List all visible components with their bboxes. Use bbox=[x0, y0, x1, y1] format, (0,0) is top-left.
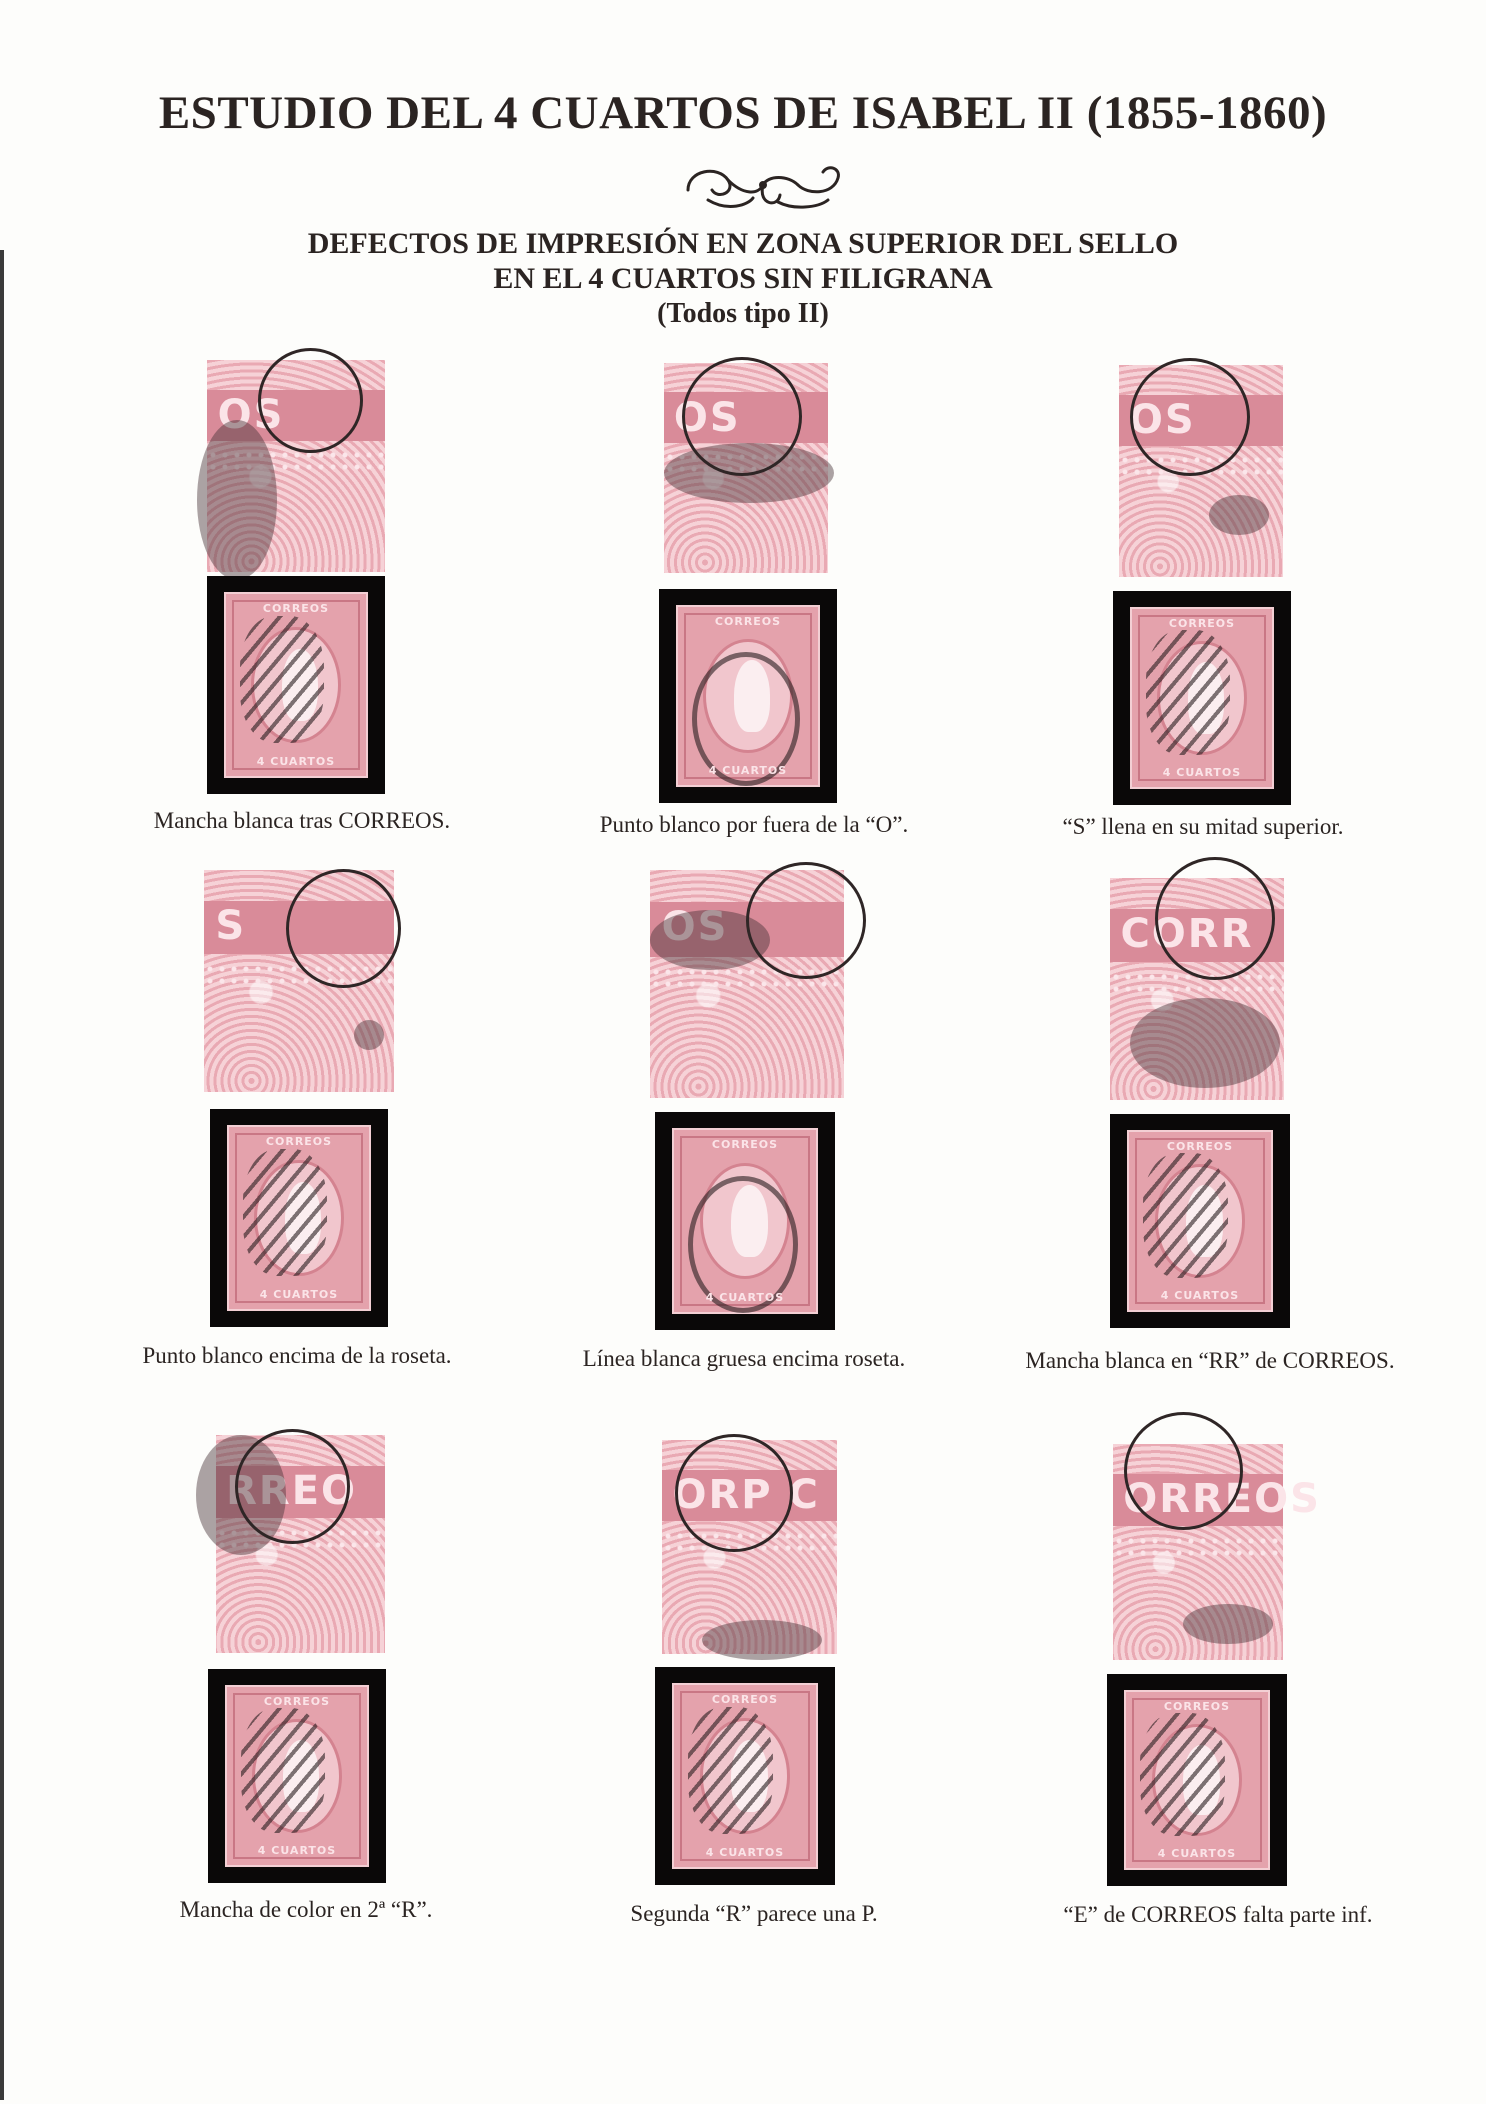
stamp-mount-3 bbox=[1113, 591, 1291, 805]
stamp-top-label: CORREOS bbox=[711, 1138, 779, 1151]
stamp-image bbox=[672, 1128, 818, 1314]
grill-cancellation bbox=[241, 1708, 325, 1833]
closeup-letters: OS bbox=[673, 394, 741, 441]
grill-cancellation bbox=[240, 616, 324, 743]
defect-caption: Mancha blanca tras CORREOS. bbox=[153, 808, 451, 833]
defect-highlight-circle bbox=[1155, 857, 1275, 980]
closeup-letters: OS bbox=[217, 391, 285, 438]
closeup-letters: ORREOS bbox=[1123, 1476, 1321, 1523]
stamp-bottom-label: 4 CUARTOS bbox=[256, 755, 336, 768]
stamp-top-label: CORREOS bbox=[265, 1135, 333, 1148]
closeup-letters: ORP C bbox=[672, 1472, 820, 1519]
defect-caption: Punto blanco por fuera de la “O”. bbox=[599, 812, 909, 837]
stamp-mount-6 bbox=[1110, 1114, 1290, 1328]
stamp-image bbox=[227, 1125, 371, 1311]
stamp-bottom-label: 4 CUARTOS bbox=[1162, 766, 1242, 779]
stamp-top-label: CORREOS bbox=[1163, 1700, 1231, 1713]
stamp-image bbox=[224, 592, 368, 778]
stamp-mount-8 bbox=[655, 1667, 835, 1885]
subtitle bbox=[0, 226, 1486, 331]
cancel-mark bbox=[1130, 998, 1280, 1088]
page-edge bbox=[0, 250, 4, 2100]
cancel-mark bbox=[702, 1620, 822, 1660]
grill-cancellation bbox=[1140, 1713, 1225, 1836]
defect-caption: Mancha blanca en “RR” de CORREOS. bbox=[1025, 1348, 1395, 1373]
defect-highlight-circle bbox=[286, 869, 401, 988]
stamp-bottom-label: 4 CUARTOS bbox=[259, 1288, 339, 1301]
page-title: ESTUDIO DEL 4 CUARTOS DE ISABEL II (1855-1860) bbox=[158, 87, 1328, 139]
stamp-top-label: CORREOS bbox=[262, 602, 330, 615]
defect-highlight-circle bbox=[1130, 358, 1250, 476]
stamp-bottom-label: 4 CUARTOS bbox=[257, 1844, 337, 1857]
defect-highlight-circle bbox=[746, 862, 866, 979]
closeup-letters: S bbox=[215, 903, 247, 950]
grill-cancellation bbox=[688, 1707, 773, 1834]
cancel-mark bbox=[354, 1020, 384, 1050]
closeup-letters: OS bbox=[1128, 396, 1196, 443]
defect-caption: “S” llena en su mitad superior. bbox=[1062, 814, 1344, 839]
stamp-image bbox=[1130, 607, 1274, 789]
stamp-mount-5 bbox=[655, 1112, 835, 1330]
stamp-bottom-label: 4 CUARTOS bbox=[705, 1846, 785, 1859]
stamp-bottom-label: 4 CUARTOS bbox=[1157, 1847, 1237, 1860]
stamp-mount-9 bbox=[1107, 1674, 1287, 1886]
grill-cancellation bbox=[1146, 630, 1230, 755]
defect-highlight-circle bbox=[258, 348, 363, 453]
stamp-bottom-label: 4 CUARTOS bbox=[1160, 1289, 1240, 1302]
cancel-mark bbox=[1209, 495, 1269, 535]
flourish-ornament-icon bbox=[668, 150, 858, 220]
stamp-image bbox=[1127, 1130, 1273, 1312]
defect-caption: Segunda “R” parece una P. bbox=[630, 1901, 878, 1926]
defect-caption: Línea blanca gruesa encima roseta. bbox=[582, 1346, 906, 1371]
stamp-mount-2 bbox=[659, 589, 837, 803]
defect-highlight-circle bbox=[235, 1429, 350, 1544]
closeup-letters: OS bbox=[661, 904, 729, 951]
stamp-top-label: CORREOS bbox=[1168, 617, 1236, 630]
stamp-image bbox=[676, 605, 820, 787]
defect-highlight-circle bbox=[682, 357, 802, 476]
cancel-mark bbox=[197, 420, 277, 580]
stamp-mount-4 bbox=[210, 1109, 388, 1327]
grill-cancellation bbox=[1143, 1153, 1228, 1278]
subtitle-line-2: EN EL 4 CUARTOS SIN FILIGRANA bbox=[493, 262, 993, 295]
stamp-top-label: CORREOS bbox=[263, 1695, 331, 1708]
stamp-top-label: CORREOS bbox=[714, 615, 782, 628]
defect-highlight-circle bbox=[1124, 1412, 1243, 1530]
subtitle-line-3: (Todos tipo II) bbox=[657, 298, 829, 329]
defect-caption: “E” de CORREOS falta parte inf. bbox=[1063, 1902, 1373, 1927]
subtitle-line-1: DEFECTOS DE IMPRESIÓN EN ZONA SUPERIOR DEL SELLO bbox=[307, 227, 1179, 260]
defect-caption: Punto blanco encima de la roseta. bbox=[142, 1343, 452, 1368]
stamp-image bbox=[672, 1683, 818, 1869]
closeup-pearl-border bbox=[1113, 1535, 1283, 1557]
stamp-image bbox=[225, 1685, 369, 1867]
stamp-mount-7 bbox=[208, 1669, 386, 1883]
stamp-top-label: CORREOS bbox=[1166, 1140, 1234, 1153]
grill-cancellation bbox=[243, 1149, 327, 1276]
stamp-bottom-label: 4 CUARTOS bbox=[708, 764, 788, 777]
defect-highlight-circle bbox=[675, 1434, 793, 1552]
cancel-mark bbox=[1183, 1604, 1273, 1644]
stamp-mount-1 bbox=[207, 576, 385, 794]
closeup-letters: RREO bbox=[226, 1467, 358, 1514]
stamp-image bbox=[1124, 1690, 1270, 1870]
stamp-bottom-label: 4 CUARTOS bbox=[705, 1291, 785, 1304]
stamp-top-label: CORREOS bbox=[711, 1693, 779, 1706]
closeup-letters: CORR bbox=[1120, 911, 1254, 958]
defect-caption: Mancha de color en 2ª “R”. bbox=[179, 1897, 433, 1922]
